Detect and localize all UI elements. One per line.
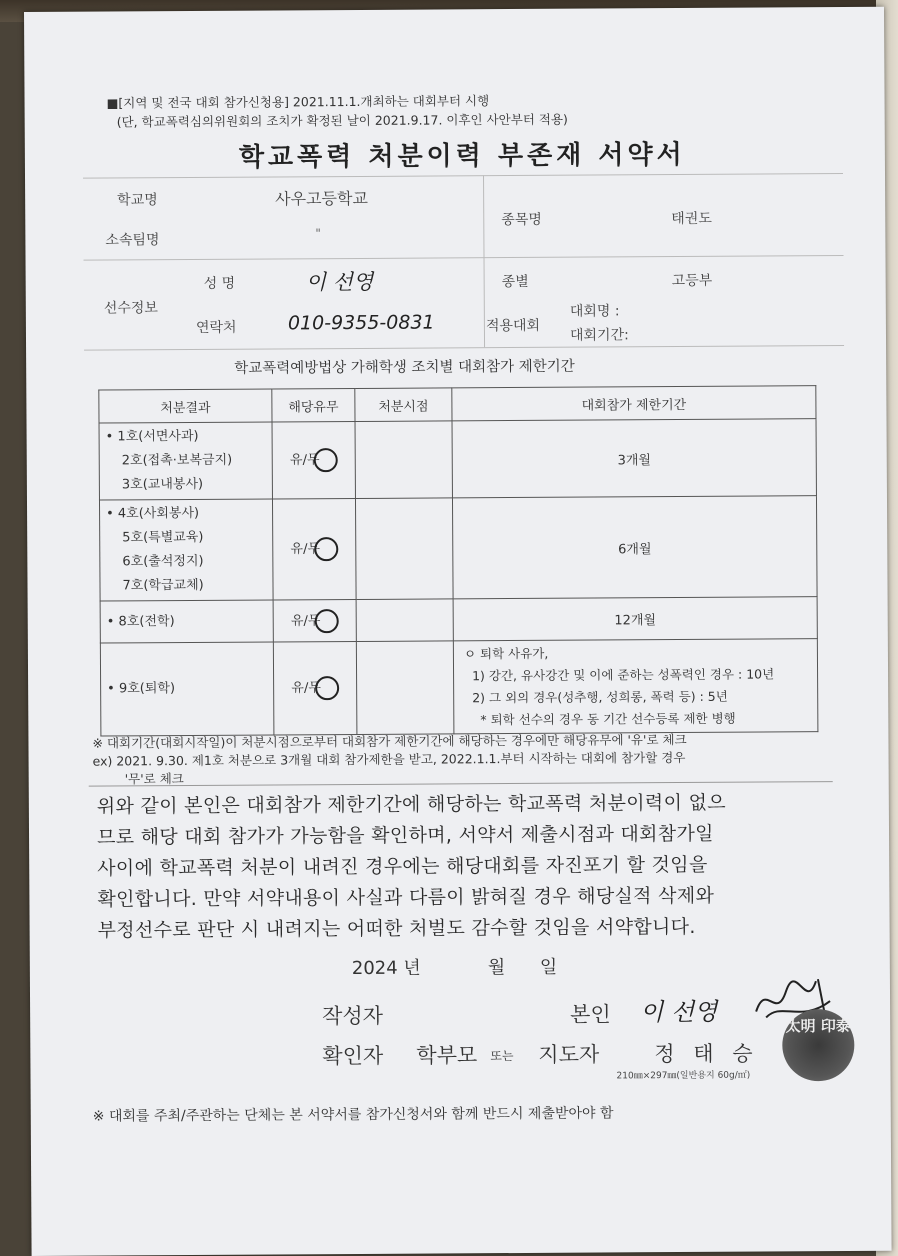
name-label: 성 명 [203,275,236,292]
no-circle-mark [315,676,339,700]
applied-competition-label: 적용대회 [485,317,541,335]
disposition-step: 7호(학급교체) [122,577,204,594]
document-title: 학교폭력 처분이력 부존재 서약서 [238,139,686,173]
applicable-cell [273,599,356,642]
coach-label: 지도자 [538,1042,600,1067]
expulsion-note: ㅇ 퇴학 사유가, [463,645,549,662]
event-value: 태권도 [671,210,712,228]
pledge-line: 사이에 학교폭력 처분이 내려진 경우에는 해당대회를 자진포기 할 것임을 [97,853,708,880]
header-disposition-date: 처분시점 [355,388,452,422]
paper-spec: 210㎜×297㎜(일반용지 60g/㎡) [616,1070,751,1082]
date-cell [355,421,452,499]
disposition-step: 5호(특별교육) [122,529,204,546]
divider [483,175,485,347]
yes-no-label: 유/무 [291,680,321,696]
date-day: 일 [539,956,558,978]
school-value: 사우고등학교 [275,188,368,209]
note-line2: ex) 2021. 9.30. 제1호 처분으로 3개월 대회 참가제한을 받고, 2022.1.1.부터 시작하는 대회에 참가할 경우 [92,749,686,769]
seal-stamp [782,1009,854,1081]
table-row [100,597,817,643]
divider [84,255,844,261]
pledge-line: 므로 해당 대회 참가가 가능함을 확인하며, 서약서 제출시점과 대회참가일 [96,822,714,849]
divider [83,173,843,179]
no-circle-mark [314,537,338,561]
divider [89,781,833,787]
applicable-cell [273,641,357,735]
pledge-line: 위와 같이 본인은 대회참가 제한기간에 해당하는 학교폭력 처분이력이 없으 [96,791,726,818]
team-value: " [315,226,321,241]
contact-value-handwritten: 010-9355-0831 [287,311,435,335]
pledge-document [24,7,892,1256]
divider [84,345,844,351]
author-label: 작성자 [322,1003,384,1029]
date-cell [355,498,453,600]
event-label: 종목명 [501,211,542,229]
competition-period-label: 대회기간: [569,327,629,344]
note-line1: ※ 대회기간(대회시작일)이 처분시점으로부터 대회참가 제한기간에 해당하는 경우에만 해당유무에 '유'로 체크 [92,731,687,751]
table-header-row [99,386,816,423]
disposition-step: • 8호(전학) [106,613,175,630]
category-label: 종별 [501,273,529,291]
yes-no-label: 유/무 [289,452,320,468]
period-cell: 3개월 [452,419,816,498]
seal-stamp-text: 太明 印泰 [785,1016,851,1036]
table-row [99,419,816,500]
expulsion-note: 2) 그 외의 경우(성추행, 성희롱, 폭력 등) : 5년 [472,688,728,706]
date-cell [356,599,453,642]
date-year: 2024 년 [351,957,421,980]
period-cell [453,639,818,734]
header-restriction-period: 대회참가 제한기간 [452,386,816,421]
name-value-handwritten: 이 선영 [305,269,374,295]
contact-label: 연락처 [195,319,237,336]
disposition-cell [100,600,273,643]
pledge-body [97,787,828,946]
expulsion-note: * 퇴학 선수의 경우 동 기간 선수등록 제한 병행 [480,710,736,728]
applicable-cell [272,498,356,600]
no-circle-mark [314,609,338,633]
disposition-cell [100,642,274,736]
yes-no-label: 유/무 [290,541,321,557]
table-row [99,496,817,601]
header-applicable: 해당유무 [272,388,355,422]
or-label: 또는 [490,1049,514,1064]
restriction-table [98,385,818,736]
header-disposition: 처분결과 [99,389,272,423]
date-month: 월 [487,957,506,979]
applicable-cell [272,421,355,499]
disposition-step: • 9호(퇴학) [107,681,176,697]
disposition-step: 6호(출석정지) [122,553,204,570]
self-label: 본인 [570,1002,611,1027]
note-line3: '무'로 체크 [124,771,184,787]
disposition-step: • 1호(서면사과) [105,428,199,445]
table-title: 학교폭력예방법상 가해학생 조치별 대회참가 제한기간 [234,358,575,377]
confirmer-label: 확인자 [322,1043,384,1069]
date-cell [356,641,454,735]
athlete-info-label: 선수정보 [103,300,158,317]
self-signature-handwritten: 이 선영 [640,997,718,1027]
period-cell: 6개월 [452,496,817,599]
team-label: 소속팀명 [105,232,160,249]
header-notice-line1: ■[지역 및 전국 대회 참가신청용] 2021.11.1.개최하는 대회부터 시행 [106,93,490,111]
disposition-cell [99,422,272,500]
pledge-line: 부정선수로 판단 시 내려지는 어떠한 처벌도 감수할 것임을 서약합니다. [97,915,696,942]
competition-name-label: 대회명 : [569,303,620,320]
disposition-cell [99,499,273,601]
category-value: 고등부 [671,272,713,290]
coach-name: 정 태 승 [654,1041,759,1067]
disposition-step: • 4호(사회봉사) [106,505,200,522]
footer-notice: ※ 대회를 주최/주관하는 단체는 본 서약서를 참가신청서와 함께 반드시 제출받아야 함 [92,1105,614,1125]
parent-label: 학부모 [416,1043,478,1068]
period-cell: 12개월 [453,597,817,641]
no-circle-mark [313,448,337,472]
disposition-step: 3호(교내봉사) [121,476,204,493]
expulsion-note: 1) 강간, 유사강간 및 이에 준하는 성폭력인 경우 : 10년 [472,666,775,684]
header-notice-line2: (단, 학교폭력심의위원회의 조치가 확정된 날이 2021.9.17. 이후인 사안부터 적용) [116,111,568,130]
pledge-line: 확인합니다. 만약 서약내용이 사실과 다름이 밝혀질 경우 해당실적 삭제와 [97,884,715,911]
table-row [100,639,818,736]
disposition-step: 2호(접촉·보복금지) [121,452,233,469]
school-label: 학교명 [117,192,158,209]
yes-no-label: 유/무 [290,613,321,629]
